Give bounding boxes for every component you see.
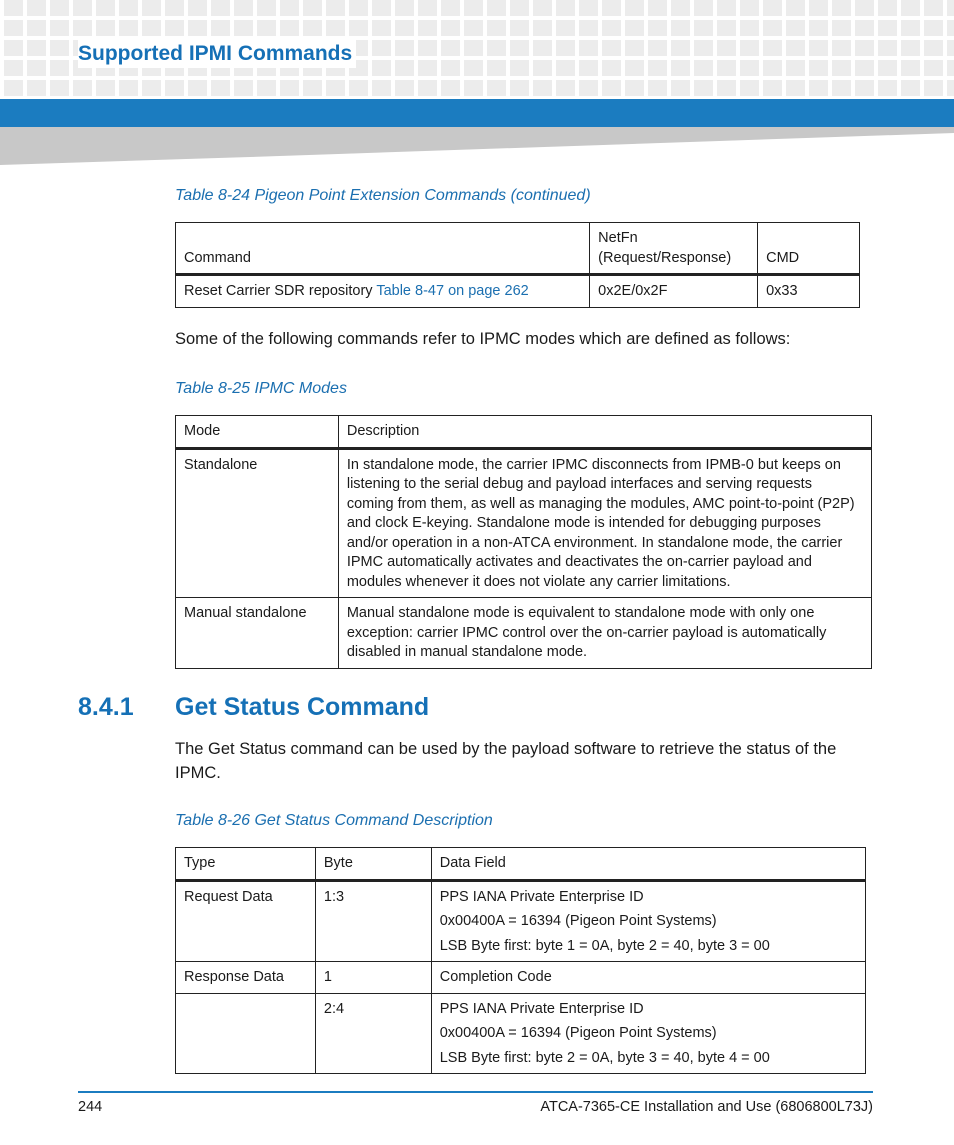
section-title: Get Status Command bbox=[175, 693, 430, 721]
table-header-row bbox=[176, 223, 860, 275]
netfn-cell: 0x2E/0x2F bbox=[590, 275, 758, 308]
header-netfn-line2: (Request/Response) bbox=[598, 249, 732, 266]
header-grey-swoosh bbox=[0, 127, 954, 167]
header-blue-band bbox=[0, 99, 954, 127]
cmd-cell: 0x33 bbox=[758, 275, 860, 308]
table-8-26 bbox=[175, 847, 866, 1074]
byte-cell: 1 bbox=[315, 962, 431, 994]
data-field-line: PPS IANA Private Enterprise ID bbox=[439, 1000, 644, 1017]
header-description: Description bbox=[338, 416, 871, 449]
byte-cell: 2:4 bbox=[315, 993, 431, 1074]
type-cell: Response Data bbox=[176, 962, 316, 994]
table-reference-link[interactable]: Table 8-47 on page 262 bbox=[376, 283, 529, 299]
table-row bbox=[176, 993, 866, 1074]
page-number: 244 bbox=[78, 1099, 103, 1115]
header-command: Command bbox=[176, 223, 590, 275]
header-netfn-line1: NetFn bbox=[598, 230, 638, 246]
header-type: Type bbox=[176, 848, 316, 881]
section-heading bbox=[78, 690, 429, 724]
description-cell: In standalone mode, the carrier IPMC disconnects from IPMB-0 but keeps on listening to the serial debug and payload interfaces and serving requests coming from them, as well as managing the modules, AMC point-to-point (P2P) and clock E-keying. Standalone mode is intended for debugging purposes and/or operation in a non-ATCA environment. In standalone mode, the carrier IPMC automatically activates and deactivates the on-carrier payload and modules whenever it does not violate any carrier limitations. bbox=[338, 448, 871, 598]
section-body: The Get Status command can be used by the payload software to retrieve the status of the IPMC. bbox=[175, 740, 837, 782]
header-netfn bbox=[590, 223, 758, 275]
byte-cell: 1:3 bbox=[315, 880, 431, 962]
document-title: ATCA-7365-CE Installation and Use (6806800L73J) bbox=[540, 1099, 873, 1115]
table-8-24-caption: Table 8-24 Pigeon Point Extension Commands (continued) bbox=[175, 187, 591, 204]
command-text: Reset Carrier SDR repository bbox=[184, 283, 377, 299]
type-cell bbox=[176, 993, 316, 1074]
data-field-line: PPS IANA Private Enterprise ID bbox=[439, 888, 644, 905]
table-8-25-caption: Table 8-25 IPMC Modes bbox=[175, 380, 347, 397]
data-field-line: LSB Byte first: byte 1 = 0A, byte 2 = 40, byte 3 = 00 bbox=[439, 937, 770, 954]
header-data-field: Data Field bbox=[431, 848, 865, 881]
header-byte: Byte bbox=[315, 848, 431, 881]
table-8-26-caption: Table 8-26 Get Status Command Description bbox=[175, 812, 493, 829]
table-row bbox=[176, 962, 866, 994]
data-field-line: Completion Code bbox=[439, 969, 552, 985]
type-cell: Request Data bbox=[176, 880, 316, 962]
intro-paragraph: Some of the following commands refer to IPMC modes which are defined as follows: bbox=[175, 330, 791, 348]
data-field-cell bbox=[431, 880, 865, 962]
section-number: 8.4.1 bbox=[78, 693, 134, 721]
table-row bbox=[176, 448, 872, 598]
command-cell bbox=[176, 275, 590, 308]
header-cmd: CMD bbox=[758, 223, 860, 275]
table-8-24 bbox=[175, 222, 860, 308]
running-header-title: Supported IPMI Commands bbox=[78, 40, 356, 68]
data-field-line: 0x00400A = 16394 (Pigeon Point Systems) bbox=[439, 1025, 717, 1041]
table-row bbox=[176, 275, 860, 308]
table-row bbox=[176, 598, 872, 669]
table-header-row bbox=[176, 416, 872, 449]
data-field-cell bbox=[431, 993, 865, 1074]
mode-cell: Standalone bbox=[176, 448, 339, 598]
table-header-row bbox=[176, 848, 866, 881]
description-cell: Manual standalone mode is equivalent to standalone mode with only one exception: carrier IPMC control over the on-carrier payload is automatically disabled in manual standalone mode. bbox=[338, 598, 871, 669]
mode-cell: Manual standalone bbox=[176, 598, 339, 669]
header-mode: Mode bbox=[176, 416, 339, 449]
footer-rule bbox=[78, 1091, 873, 1093]
data-field-cell bbox=[431, 962, 865, 994]
data-field-line: LSB Byte first: byte 2 = 0A, byte 3 = 40, byte 4 = 00 bbox=[439, 1049, 770, 1066]
table-8-25 bbox=[175, 415, 872, 669]
table-row bbox=[176, 880, 866, 962]
data-field-line: 0x00400A = 16394 (Pigeon Point Systems) bbox=[439, 913, 717, 929]
